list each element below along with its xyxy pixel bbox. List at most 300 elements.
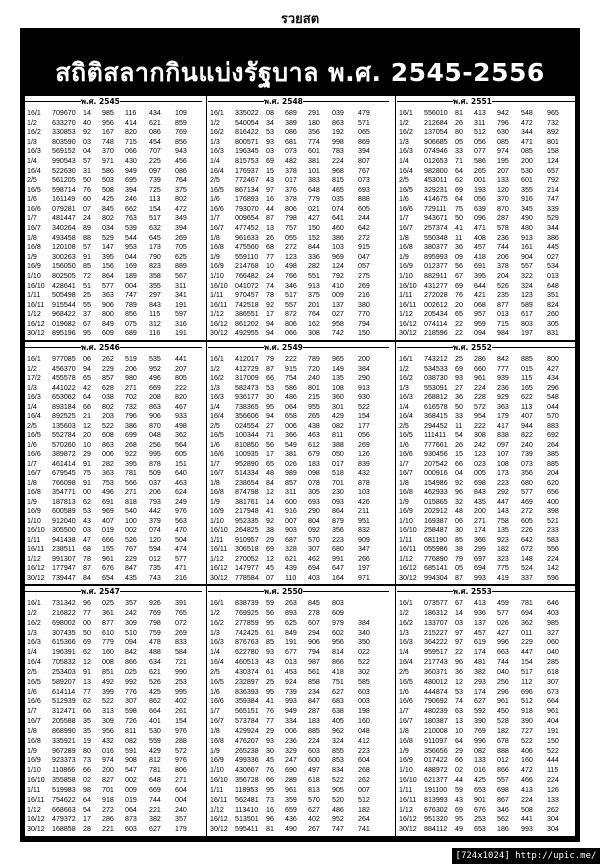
year-header [25, 342, 202, 353]
first-prize-number: 214768 [235, 262, 259, 271]
prize-number: 21 [83, 412, 91, 420]
prize-number: 64 [455, 166, 463, 175]
prize-number: 612 [308, 440, 320, 449]
draw-date: 1/4 [399, 648, 409, 657]
prize-number: 337 [521, 573, 533, 582]
prize-number: 804 [308, 516, 320, 525]
first-prize-number: 800571 [235, 137, 259, 146]
draw-date: 1/10 [27, 271, 41, 280]
draw-date: 1/12 [399, 554, 413, 563]
prize-number: 394 [125, 185, 137, 194]
prize-number: 561 [308, 667, 320, 676]
prize-number: 224 [332, 156, 344, 165]
draw-date: 16/9 [399, 507, 413, 515]
prize-number: 867 [497, 795, 509, 804]
prize-number: 991 [332, 554, 344, 563]
prize-number: 721 [175, 658, 187, 666]
draw-row [208, 309, 389, 319]
year-label: พ.ศ. 2551 [453, 97, 492, 106]
draw-date: 16/5 [27, 185, 41, 194]
prize-number: 249 [175, 497, 187, 506]
prize-number: 73 [266, 795, 274, 804]
draw-date: 16/5 [210, 431, 224, 439]
prize-number: 75 [83, 469, 91, 477]
prize-number: 566 [125, 478, 137, 487]
prize-number: 68 [83, 545, 91, 553]
prize-number: 648 [149, 776, 161, 784]
prize-number: 648 [308, 185, 320, 194]
prize-number: 620 [547, 478, 559, 487]
prize-number: 358 [149, 271, 161, 280]
prize-number: 843 [474, 488, 486, 496]
prize-number: 42 [83, 383, 91, 392]
prize-number: 29 [455, 746, 463, 755]
prize-number: 471 [175, 564, 187, 572]
prize-number: 517 [521, 667, 533, 676]
first-prize-number: 790692 [424, 697, 448, 706]
prize-number: 831 [547, 329, 559, 338]
prize-number: 827 [102, 776, 114, 784]
prize-number: 578 [497, 224, 509, 232]
draw-date: 30/12 [27, 329, 45, 338]
prize-number: 07 [266, 573, 274, 582]
prize-number: 604 [175, 785, 187, 794]
prize-number: 268 [358, 766, 370, 775]
prize-number: 539 [125, 224, 137, 232]
prize-number: 930 [358, 393, 370, 401]
prize-number: 681 [285, 137, 297, 146]
prize-number: 601 [308, 147, 320, 156]
draw-row [208, 449, 389, 459]
prize-number: 073 [521, 459, 533, 468]
prize-number: 388 [332, 440, 344, 449]
prize-number: 143 [497, 507, 509, 515]
prize-number: 648 [547, 281, 559, 290]
draw-row [397, 746, 575, 756]
prize-number: 658 [285, 412, 297, 420]
prize-number: 150 [547, 736, 559, 745]
first-prize-number: 513501 [235, 815, 259, 824]
prize-number: 888 [497, 746, 509, 755]
draw-row [397, 824, 575, 834]
prize-number: 06 [83, 355, 91, 363]
prize-number: 174 [474, 648, 486, 657]
first-prize-number: 598714 [52, 185, 76, 194]
prize-number: 777 [497, 364, 509, 373]
prize-number: 781 [125, 469, 137, 477]
prize-number: 432 [102, 736, 114, 745]
draw-row [25, 213, 202, 223]
prize-number: 447 [497, 497, 509, 506]
prize-number: 12 [455, 677, 463, 686]
first-prize-number: 265238 [235, 746, 259, 755]
first-prize-number: 113410 [235, 805, 259, 814]
prize-number: 007 [358, 785, 370, 794]
draw-row [208, 736, 389, 746]
prize-number: 123 [285, 252, 297, 261]
draw-date: 1/4 [27, 402, 37, 411]
prize-number: 68 [266, 243, 274, 252]
draw-date: 16/11 [210, 545, 228, 553]
first-prize-number: 480239 [424, 707, 448, 716]
prize-number: 12 [83, 658, 91, 666]
first-prize-number: 910957 [235, 535, 259, 544]
draw-date: 1/11 [27, 291, 41, 300]
prize-number: 204 [497, 271, 509, 280]
prize-number: 013 [547, 271, 559, 280]
prize-number: 142 [547, 564, 559, 572]
draw-row [208, 706, 389, 716]
prize-number: 699 [125, 431, 137, 439]
prize-number: 53 [266, 383, 274, 392]
prize-number: 855 [332, 746, 344, 755]
draw-date: 16/4 [399, 412, 413, 420]
prize-number: 790 [149, 252, 161, 261]
draw-date: 1/10 [399, 766, 413, 775]
prize-number: 802 [102, 214, 114, 223]
prize-number: 35 [83, 726, 91, 735]
first-prize-number: 731342 [52, 599, 76, 607]
prize-number: 154 [149, 204, 161, 213]
draw-date: 16/8 [27, 488, 41, 496]
prize-number: 16 [266, 195, 274, 204]
prize-number: 404 [547, 717, 559, 725]
prize-number: 286 [102, 815, 114, 824]
prize-number: 758 [497, 516, 509, 525]
prize-number: 824 [547, 300, 559, 309]
prize-number: 901 [474, 795, 486, 804]
prize-number: 754 [285, 374, 297, 382]
first-prize-number: 335921 [52, 736, 76, 745]
prize-number: 13 [455, 717, 463, 725]
draw-date: 1/4 [210, 402, 220, 411]
prize-number: 305 [308, 488, 320, 496]
prize-number: 222 [175, 383, 187, 392]
first-prize-number: 679545 [52, 469, 76, 477]
prize-number: 096 [474, 214, 486, 223]
draw-row [397, 687, 575, 697]
prize-number: 382 [474, 667, 486, 676]
draw-date: 16/7 [210, 224, 224, 232]
first-prize-number: 777661 [424, 440, 448, 449]
draw-row [397, 618, 575, 628]
prize-number: 240 [521, 440, 533, 449]
draw-date: 16/4 [210, 166, 224, 175]
first-prize-number: 074946 [424, 147, 448, 156]
prize-number: 51 [83, 281, 91, 290]
prize-number: 389 [285, 118, 297, 127]
draw-date: 2/5 [399, 667, 409, 676]
prize-number: 789 [125, 300, 137, 309]
prize-number: 11 [455, 421, 463, 430]
prize-number: 602 [332, 628, 344, 637]
prize-number: 811 [332, 431, 344, 439]
prize-number: 630 [497, 128, 509, 137]
prize-number: 474 [175, 545, 187, 553]
prize-number: 609 [102, 329, 114, 338]
first-prize-number: 074114 [424, 319, 448, 328]
prize-number: 035 [332, 195, 344, 204]
prize-number: 594 [149, 545, 161, 553]
draw-date: 16/7 [27, 717, 41, 725]
year-header [25, 96, 202, 107]
draw-date: 16/3 [210, 638, 224, 647]
prize-number: 952 [149, 364, 161, 373]
prize-number: 344 [547, 224, 559, 232]
first-prize-number: 381761 [235, 497, 259, 506]
prize-number: 305 [547, 319, 559, 328]
draw-date: 1/7 [399, 214, 409, 223]
prize-number: 17 [266, 310, 274, 319]
draw-date: 1/7 [210, 459, 220, 468]
prize-number: 30 [455, 526, 463, 534]
first-prize-number: 414675 [424, 195, 448, 204]
draw-row [25, 421, 202, 431]
prize-number: 985 [102, 109, 114, 117]
first-prize-number: 073577 [424, 599, 448, 607]
prize-number: 233 [547, 526, 559, 534]
prize-number: 653 [474, 785, 486, 794]
prize-number: 302 [358, 667, 370, 676]
prize-number: 265 [474, 166, 486, 175]
prize-number: 570 [308, 795, 320, 804]
prize-number: 92 [455, 478, 463, 487]
prize-number: 796 [125, 412, 137, 420]
prize-number: 384 [358, 364, 370, 373]
first-prize-number: 522630 [52, 166, 76, 175]
prize-number: 50 [455, 402, 463, 411]
draw-row [25, 554, 202, 564]
prize-number: 95 [266, 785, 274, 794]
prize-number: 906 [149, 412, 161, 420]
draw-row [208, 373, 389, 383]
draw-date: 16/6 [27, 450, 41, 458]
prize-number: 80 [83, 746, 91, 755]
first-prize-number: 359384 [235, 697, 259, 706]
draw-date: 16/4 [27, 412, 41, 420]
prize-number: 766 [285, 271, 297, 280]
prize-number: 591 [125, 746, 137, 755]
prize-number: 918 [102, 795, 114, 804]
prize-number: 460 [332, 224, 344, 232]
draw-row [397, 814, 575, 824]
prize-number: 564 [175, 440, 187, 449]
prize-number: 653 [474, 825, 486, 834]
prize-number: 113 [521, 402, 533, 411]
draw-date: 1/3 [210, 383, 220, 392]
prize-number: 124 [547, 156, 559, 165]
first-prize-number: 257374 [424, 224, 448, 232]
draw-row [397, 637, 575, 647]
prize-number: 04 [83, 147, 91, 156]
draw-row [397, 204, 575, 214]
first-prize-number: 270052 [235, 554, 259, 563]
draw-row [208, 824, 389, 834]
year-label: พ.ศ. 2549 [264, 343, 303, 352]
prize-number: 242 [474, 440, 486, 449]
prize-number: 64 [455, 195, 463, 204]
draw-row [25, 137, 202, 147]
first-prize-number: 967289 [52, 746, 76, 755]
draw-date: 1/9 [27, 746, 37, 755]
prize-number: 293 [474, 677, 486, 686]
prize-number: 53 [266, 128, 274, 137]
draw-row [397, 657, 575, 667]
draw-row [25, 185, 202, 195]
draw-row [208, 657, 389, 667]
draw-row [208, 647, 389, 657]
prize-number: 744 [497, 243, 509, 252]
draw-row [397, 667, 575, 677]
draw-row [25, 252, 202, 262]
prize-number: 604 [358, 756, 370, 765]
draw-row [25, 775, 202, 785]
draw-row [397, 166, 575, 176]
prize-number: 697 [474, 554, 486, 563]
prize-number: 522 [358, 658, 370, 666]
prize-number: 426 [358, 497, 370, 506]
first-prize-number: 161149 [52, 195, 76, 204]
prize-number: 916 [285, 507, 297, 515]
prize-number: 961 [285, 785, 297, 794]
first-prize-number: 461414 [52, 459, 76, 468]
prize-number: 669 [149, 383, 161, 392]
prize-number: 833 [175, 638, 187, 647]
first-prize-number: 481447 [52, 214, 76, 223]
first-prize-number: 556010 [424, 109, 448, 117]
first-prize-number: 356656 [424, 746, 448, 755]
prize-number: 189 [125, 271, 137, 280]
prize-number: 222 [474, 421, 486, 430]
prize-number: 94 [266, 319, 274, 328]
prize-number: 152 [308, 233, 320, 242]
prize-number: 126 [547, 785, 559, 794]
prize-number: 208 [149, 393, 161, 401]
year-header [397, 96, 575, 107]
draw-row [208, 156, 389, 166]
prize-number: 216 [358, 291, 370, 300]
prize-number: 747 [125, 291, 137, 300]
draw-date: 16/2 [210, 374, 224, 382]
prize-number: 33 [455, 147, 463, 156]
prize-number: 174 [474, 526, 486, 534]
prize-number: 151 [175, 459, 187, 468]
prize-number: 989 [285, 469, 297, 477]
prize-number: 949 [285, 707, 297, 716]
first-prize-number: 453011 [424, 176, 448, 185]
prize-number: 03 [83, 137, 91, 146]
prize-number: 679 [308, 450, 320, 458]
first-prize-number: 492955 [235, 329, 259, 338]
first-prize-number: 813993 [424, 795, 448, 804]
prize-number: 66 [455, 756, 463, 765]
prize-number: 853 [332, 756, 344, 765]
draw-date: 2/5 [210, 176, 220, 185]
prize-number: 872 [285, 310, 297, 319]
prize-number: 801 [547, 137, 559, 146]
draw-row [208, 137, 389, 147]
prize-number: 253 [175, 677, 187, 686]
prize-number: 082 [332, 421, 344, 430]
first-prize-number: 705832 [52, 658, 76, 666]
prize-number: 69 [266, 156, 274, 165]
first-prize-number: 480012 [424, 677, 448, 686]
prize-number: 521 [547, 516, 559, 525]
prize-number: 247 [285, 756, 297, 765]
prize-number: 12 [83, 421, 91, 430]
draw-row [208, 618, 389, 628]
prize-number: 949 [125, 166, 137, 175]
prize-number: 37 [83, 310, 91, 319]
prize-number: 093 [332, 497, 344, 506]
prize-number: 375 [308, 291, 320, 300]
draw-date: 1/2 [27, 364, 37, 373]
first-prize-number: 169387 [424, 516, 448, 525]
draw-row [208, 459, 389, 469]
draw-row [397, 440, 575, 450]
draw-date: 16/10 [210, 281, 228, 290]
draw-date: 1/2 [27, 118, 37, 127]
prize-number: 603 [308, 746, 320, 755]
prize-number: 026 [285, 459, 297, 468]
prize-number: 29 [83, 450, 91, 458]
prize-number: 264 [358, 815, 370, 824]
first-prize-number: 893184 [52, 402, 76, 411]
first-prize-number: 156050 [52, 262, 76, 271]
prize-number: 74 [455, 697, 463, 706]
prize-number: 08 [266, 109, 274, 117]
prize-number: 741 [358, 825, 370, 834]
prize-number: 522 [547, 746, 559, 755]
draw-row [208, 118, 389, 128]
prize-number: 693 [358, 185, 370, 194]
prize-number: 016 [474, 766, 486, 775]
prize-number: 883 [547, 421, 559, 430]
prize-number: 390 [474, 717, 486, 725]
prize-number: 47 [83, 535, 91, 544]
draw-date: 1/8 [399, 233, 409, 242]
prize-number: 037 [149, 478, 161, 487]
first-prize-number: 600589 [52, 507, 76, 515]
draw-date: 1/4 [27, 648, 37, 657]
prize-number: 694 [308, 564, 320, 572]
draw-row [208, 468, 389, 478]
prize-number: 832 [358, 526, 370, 534]
prize-number: 370 [497, 195, 509, 204]
prize-number: 971 [358, 573, 370, 582]
first-prize-number: 614114 [52, 687, 76, 696]
prize-number: 082 [474, 746, 486, 755]
draw-row [397, 736, 575, 746]
prize-number: 974 [497, 147, 509, 156]
year-header [25, 586, 202, 597]
draw-date: 1/10 [399, 516, 413, 525]
prize-number: 403 [547, 608, 559, 617]
prize-number: 97 [266, 185, 274, 194]
draw-row [397, 213, 575, 223]
prize-number: 647 [332, 564, 344, 572]
prize-number: 265 [308, 412, 320, 420]
draw-date: 2/5 [399, 176, 409, 185]
prize-number: 405 [332, 717, 344, 725]
first-prize-number: 582473 [235, 383, 259, 392]
draw-row [25, 166, 202, 176]
prize-number: 10 [455, 726, 463, 735]
draw-row [397, 795, 575, 805]
prize-number: 490 [521, 214, 533, 223]
prize-number: 013 [285, 658, 297, 666]
draw-row [397, 185, 575, 195]
